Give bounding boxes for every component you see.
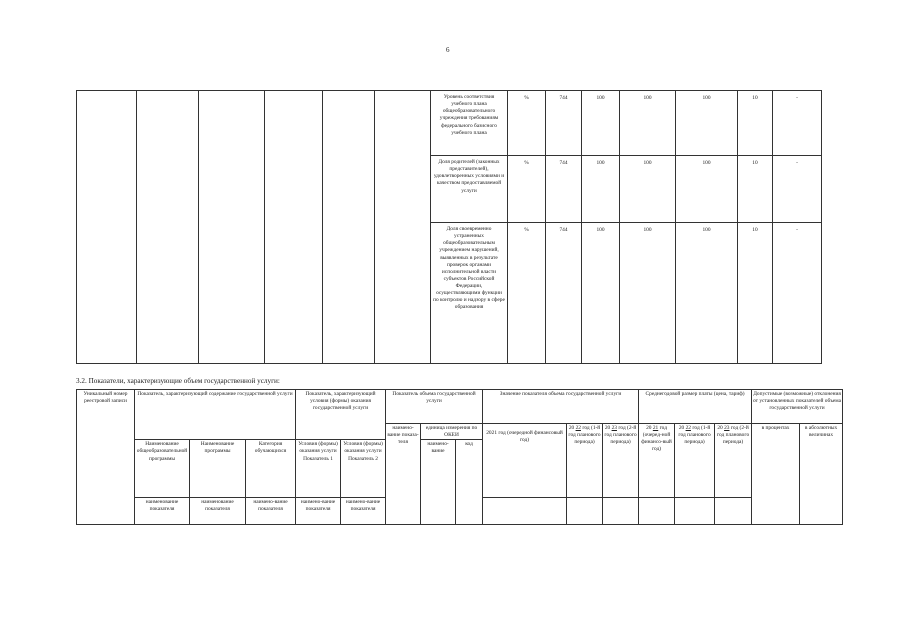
condition-2-header: Условия (формы) оказания услуги Показатель 2 — [341, 440, 386, 498]
value-indicator-header: Значение показателя объема государственной услуги — [483, 390, 639, 424]
conditions-indicator-header: Показатель, характеризующий условия (формы) оказания государственной услуги — [296, 390, 386, 440]
value-cell: 100 — [620, 223, 676, 364]
name-indicator-cell: наимено-вание показателя — [341, 498, 386, 525]
value-cell: 100 — [582, 223, 620, 364]
volume-indicator-header: Показатель объема государственной услуги — [386, 390, 483, 424]
indicator-name-header: наимено-вание показа-теля — [386, 424, 421, 525]
value-cell: 100 — [582, 91, 620, 156]
indicator-name: Доля родителей (законных представителей), удовлетворенных условиями и качеством предоставляемой услуги — [431, 156, 508, 223]
fee-2023-header: 20 23 год (2-й год планового периода) — [715, 424, 752, 498]
unit-name-header: наимено-вание — [421, 440, 456, 525]
unit-code-header: код — [456, 440, 483, 525]
avg-fee-header: Среднегодовой размер платы (цена, тариф) — [639, 390, 752, 424]
fee-2022-header: 20 22 год (1-й год планового периода) — [675, 424, 715, 498]
unit-okei-header: единица измерения по ОКЕИ — [421, 424, 483, 440]
year-2022-header: 20 22 год (1-й год планового периода) — [567, 424, 603, 498]
absolute-cell: - — [773, 156, 822, 223]
unit-cell: % — [508, 156, 546, 223]
section-title: 3.2. Показатели, характеризующие объем государственной услуги: — [76, 377, 280, 385]
program-name-header: Наименование общеобразовательной программы — [135, 440, 190, 498]
indicator-name: Уровень соответствия учебного плана общеобразовательного учреждения требованиям федерального базисного учебного плана — [431, 91, 508, 156]
volume-indicators-table — [76, 389, 843, 525]
name-indicator-cell: наименование показателя — [190, 498, 246, 525]
absolute-cell: - — [773, 223, 822, 364]
program-type-header: Наименование программы — [190, 440, 246, 498]
in-absolute-header: в абсолютных величинах — [800, 424, 843, 525]
value-cell: 100 — [676, 91, 738, 156]
year-2023-header: 20 23 год (2-й год планового периода) — [603, 424, 639, 498]
absolute-cell: - — [773, 91, 822, 156]
fee-2021-header: 20 21 год (очеред-ной финансо-вый год) — [639, 424, 675, 498]
unit-cell: % — [508, 91, 546, 156]
content-indicator-header: Показатель, характеризующий содержание государственной услуги — [135, 390, 296, 440]
value-cell: 100 — [676, 223, 738, 364]
allowed-deviation-header: Допустимые (возможные) отклонения от установленных показателей объема государственной услуги — [752, 390, 843, 424]
name-indicator-cell: наимено-вание показателя — [246, 498, 296, 525]
value-cell: 100 — [620, 156, 676, 223]
name-indicator-cell: наименование показателя — [135, 498, 190, 525]
condition-1-header: Условия (формы) оказания услуги Показатель 1 — [296, 440, 341, 498]
quality-indicators-table — [76, 90, 822, 364]
unit-cell: % — [508, 223, 546, 364]
indicator-name: Доля своевременно устраненных общеобразовательным учреждением нарушений, выявленных в результате проверок органами исполнительной власти субъектов Российской Федерации, осуществляющими функции по контролю и надзору в сфере образования — [431, 223, 508, 364]
value-cell: 100 — [676, 156, 738, 223]
header-row — [77, 390, 843, 424]
okei-cell: 744 — [546, 91, 582, 156]
unique-number-header: Уникальный номер реестровой записи — [77, 390, 135, 525]
value-cell: 100 — [620, 91, 676, 156]
percent-cell: 10 — [738, 223, 773, 364]
page-number: 6 — [446, 46, 450, 54]
student-category-header: Категория обучающихся — [246, 440, 296, 498]
okei-cell: 744 — [546, 156, 582, 223]
okei-cell: 744 — [546, 223, 582, 364]
year-2021-header: 2021 год (очередной финансовый год) — [483, 424, 567, 498]
table-row — [77, 91, 822, 156]
name-indicator-cell: наимено-вание показателя — [296, 498, 341, 525]
in-percent-header: в процентах — [752, 424, 800, 525]
value-cell: 100 — [582, 156, 620, 223]
percent-cell: 10 — [738, 156, 773, 223]
percent-cell: 10 — [738, 91, 773, 156]
